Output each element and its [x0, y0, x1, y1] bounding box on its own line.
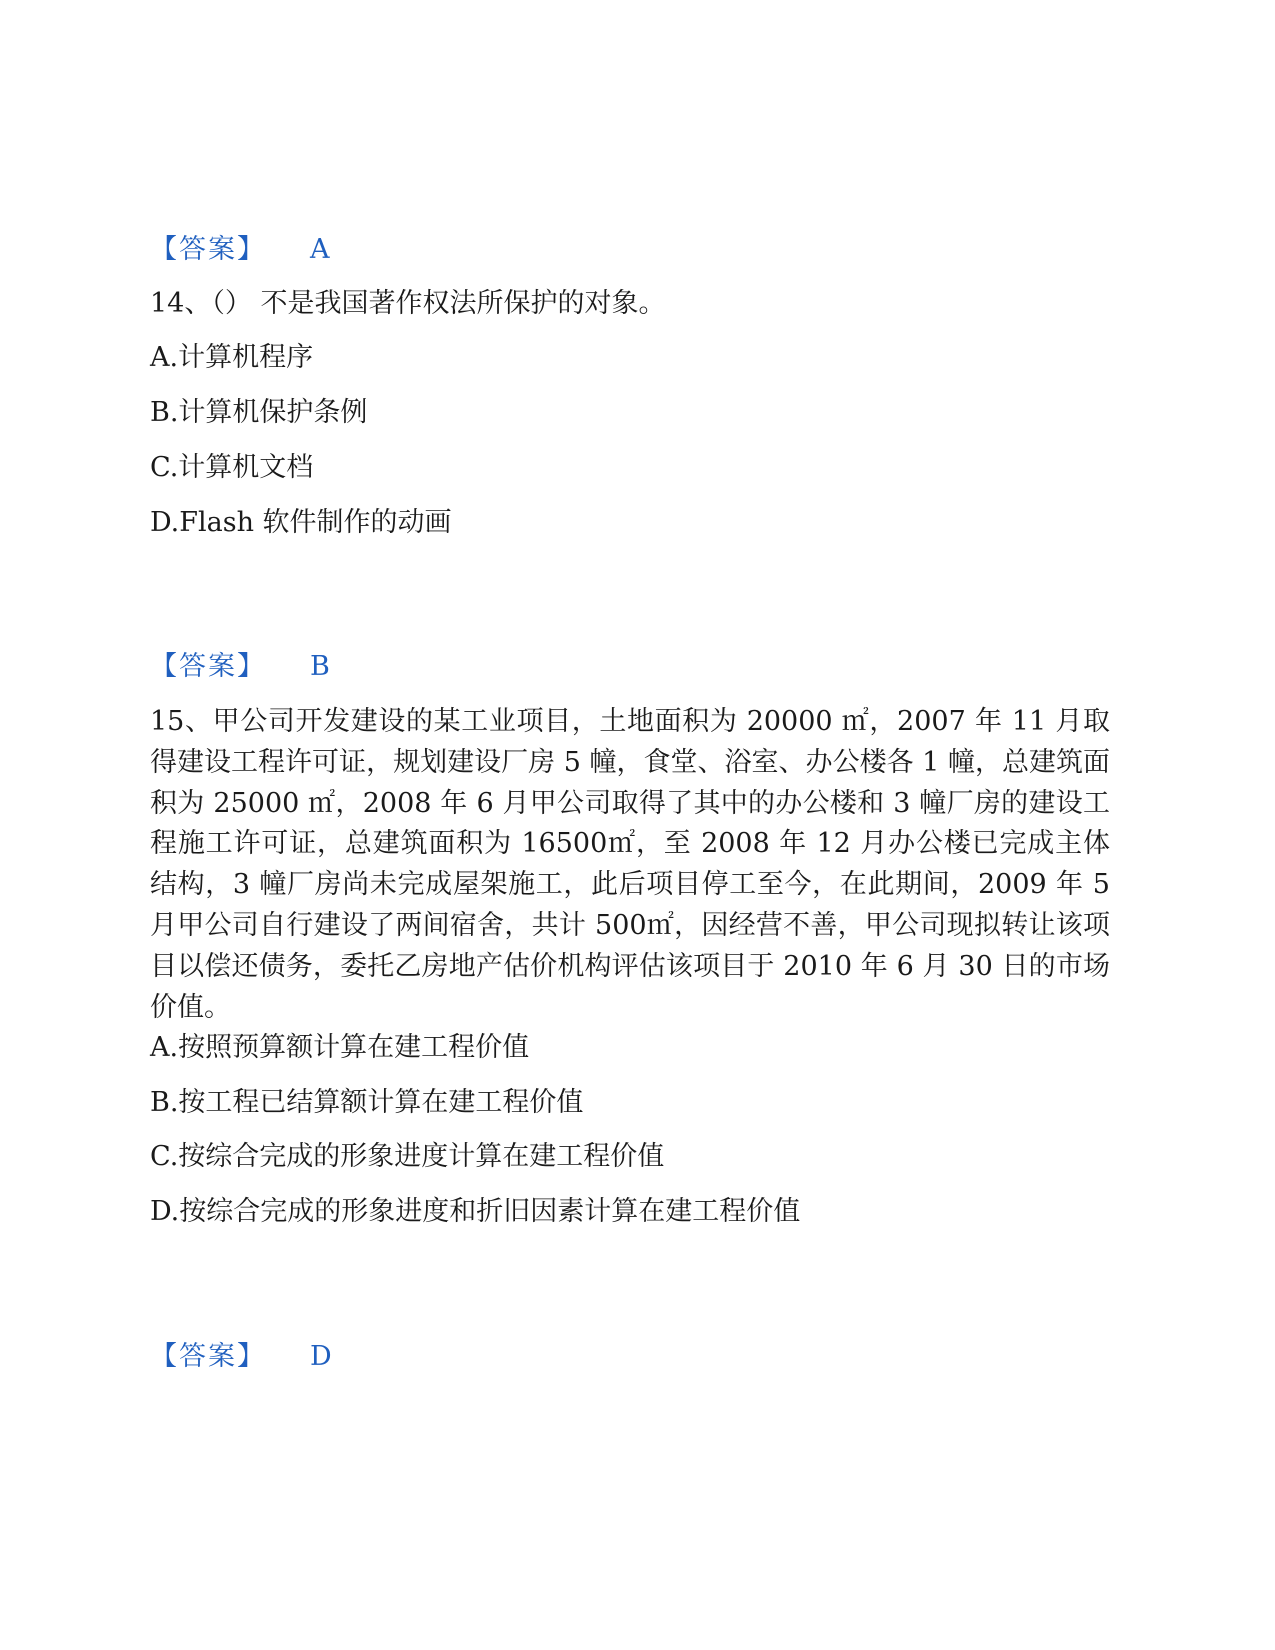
- answer-value: D: [310, 1341, 332, 1372]
- answer-label: 【答案】: [150, 1341, 266, 1372]
- question-14-option-c: C.计算机文档: [150, 452, 314, 483]
- answer-row-14: [150, 647, 550, 687]
- question-14-option-d: D.Flash 软件制作的动画: [150, 507, 452, 538]
- answer-value: B: [310, 651, 330, 682]
- answer-value: A: [310, 234, 330, 265]
- answer-label: 【答案】: [150, 234, 266, 265]
- question-15-option-c: C.按综合完成的形象进度计算在建工程价值: [150, 1141, 665, 1172]
- answer-row-13: [150, 230, 550, 270]
- question-15-option-b: B.按工程已结算额计算在建工程价值: [150, 1087, 584, 1118]
- answer-row-15: [150, 1337, 550, 1377]
- question-14-option-b: B.计算机保护条例: [150, 397, 368, 428]
- question-14-stem: 14、（） 不是我国著作权法所保护的对象。: [150, 288, 666, 319]
- question-15-option-a: A.按照预算额计算在建工程价值: [150, 1032, 530, 1063]
- question-15-stem: 15、甲公司开发建设的某工业项目，土地面积为 20000 ㎡，2007 年 11 月取得建设工程许可证，规划建设厂房 5 幢，食堂、浴室、办公楼各 1 幢，总建筑面积为 25000 ㎡，2008 年 6 月甲公司取得了其中的办公楼和 3 幢厂房的建设工程施工许可证，总建筑面积为 16500㎡，至 2008 年 12 月办公楼已完成主体结构，3 幢厂房尚未完成屋架施工，此后项目停工至今，在此期间，2009 年 5 月甲公司自行建设了两间宿舍，共计 500㎡，因经营不善，甲公司现拟转让该项目以偿还债务，委托乙房地产估价机构评估该项目于 2010 年 6 月 30 日的市场价值。: [150, 706, 1110, 1023]
- question-14-option-a: A.计算机程序: [150, 342, 314, 373]
- answer-label: 【答案】: [150, 651, 266, 682]
- question-15-option-d: D.按综合完成的形象进度和折旧因素计算在建工程价值: [150, 1196, 801, 1227]
